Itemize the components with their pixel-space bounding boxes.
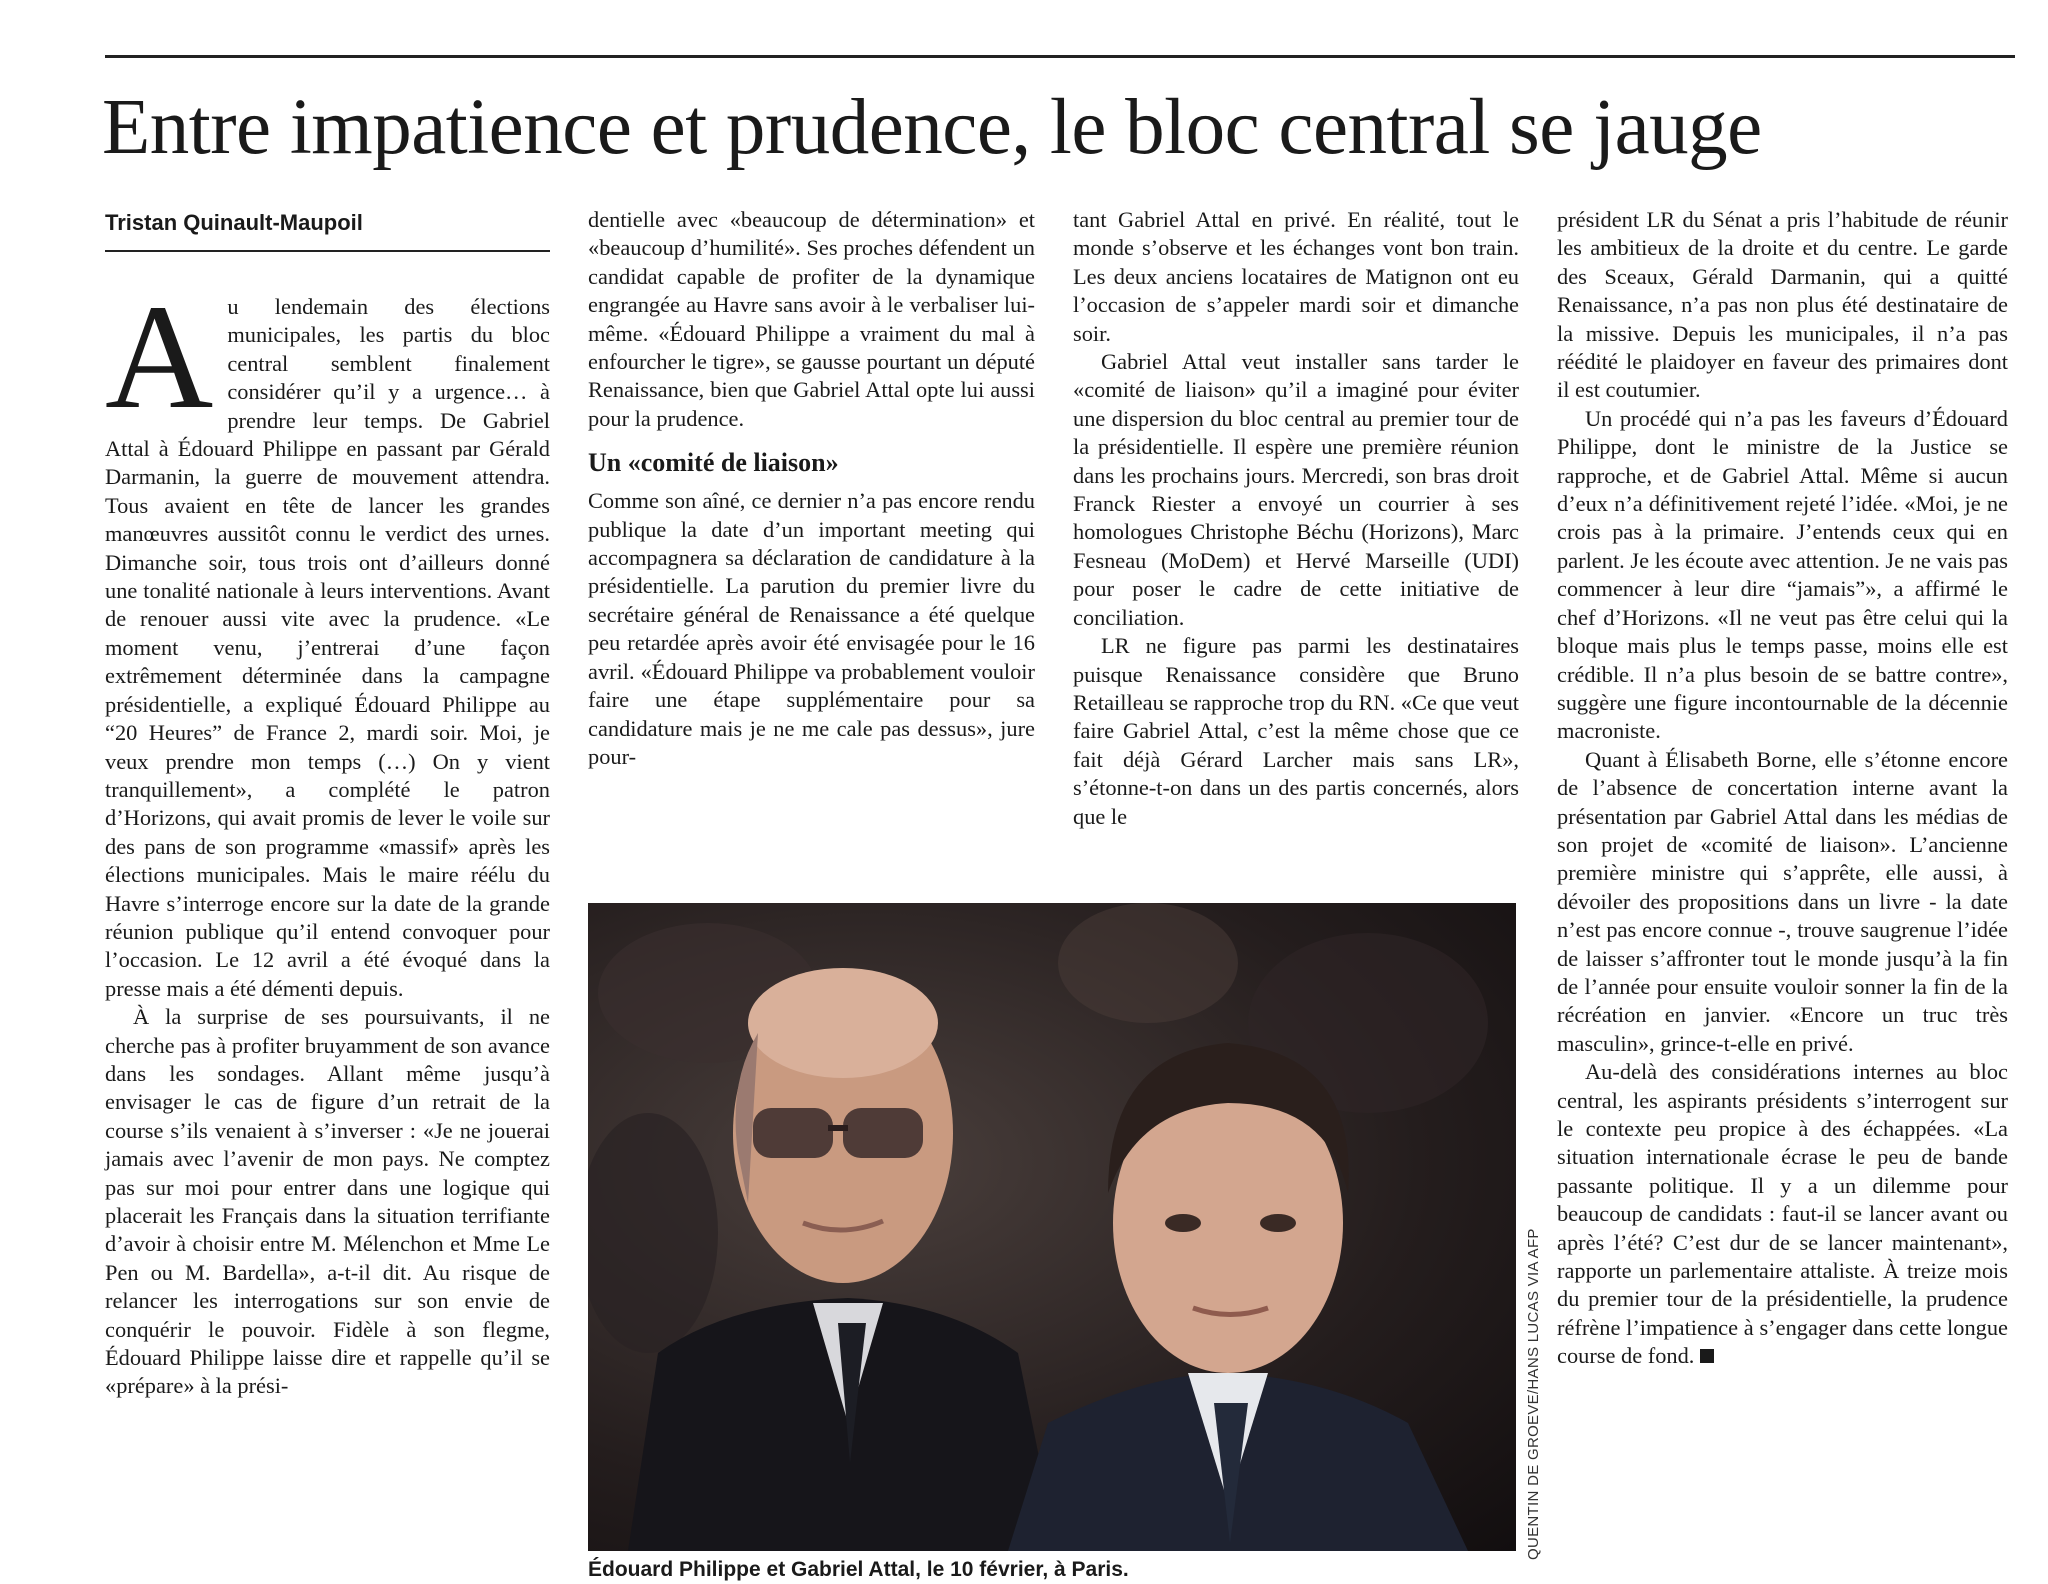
- paragraph: Comme son aîné, ce dernier n’a pas encore rendu publique la date d’un important meeting qui accompagnera sa déclaration de candidature à la présidentielle. La parution du premier livre du secrétaire général de Renaissance a été quelque peu retardée après avoir été envisagée pour le 16 avril. «Édouard Philippe va probablement vouloir faire une étape supplémentaire pour sa candidature mais je ne me cale pas dessus», jure pour-: [588, 488, 1035, 769]
- photo-illustration: [588, 903, 1516, 1551]
- paragraph-text: u lendemain des élections municipales, les partis du bloc central semblent finalement considérer qu’il y a urgence… à prendre leur temps. De Gabriel Attal à Édouard Philippe en passant par Gérald Darmanin, la guerre de mouvement attendra. Tous avaient en tête de lancer les grandes manœuvres aussitôt connu le verdict des urnes. Dimanche soir, tous trois ont d’ailleurs donné une tonalité nationale à leurs interventions. Avant de renouer aussi vite avec la prudence. «Le moment venu, j’entrerai d’une façon extrêmement déterminée dans la campagne présidentielle, a expliqué Édouard Philippe au “20 Heures” de France 2, mardi soir. Moi, je veux prendre mon temps (…) On y vient tranquillement», a complété le patron d’Horizons, qui avait promis de lever le voile sur des pans de son programme «massif» après les élections municipales. Mais le maire réélu du Havre s’interroge encore sur la date de la grande réunion publique qu’il entend convoquer pour l’occasion. Le 12 avril a été évoqué dans la presse mais a été démenti depuis.: [105, 294, 550, 1001]
- paragraph: Quant à Élisabeth Borne, elle s’étonne encore de l’absence de concertation interne avant la présentation par Gabriel Attal dans les médias de son projet de «comité de liaison». L’ancienne première ministre qui s’apprête, elle aussi, à dévoiler des propositions dans un livre - la date n’est pas encore connue -, trouve saugrenue l’idée de laisser s’affronter tout le monde jusqu’à la fin de l’année pour ensuite vouloir sonner la fin de la récréation en janvier. «Encore un truc très masculin», grince-t-elle en privé.: [1557, 746, 2008, 1056]
- article-column-2: [588, 206, 1035, 771]
- paragraph: [105, 274, 550, 1003]
- paragraph: [1557, 1058, 2008, 1370]
- article-column-3: [1073, 206, 1519, 831]
- photo-credit-text: QUENTIN DE GROEVE/HANS LUCAS VIA AFP: [1525, 1228, 1542, 1560]
- byline: Tristan Quinault-Maupoil: [105, 208, 550, 252]
- paragraph: Un procédé qui n’a pas les faveurs d’Édouard Philippe, dont le ministre de la Justice se rapproche, et de Gabriel Attal. Même si aucun d’eux n’a définitivement rejeté l’idée. «Moi, je ne crois pas à la primaire. J’entends ceux qui en parlent. Je les écoute avec attention. Je ne vais pas commencer à leur dire “jamais”», a affirmé le chef d’Horizons. «Il ne veut pas être celui qui la bloque mais plus le temps passe, moins elle est crédible. Il n’a plus besoin de se battre contre», suggère une figure incontournable de la décennie macroniste.: [1557, 405, 2008, 744]
- top-rule: [105, 55, 2015, 58]
- paragraph-text: Au-delà des considérations internes au bloc central, les aspirants présidents s’interrogent sur le contexte peu propice à des échappées. «La situation internationale écrase le peu de bande passante politique. Il y a un dilemme pour beaucoup de candidats : faut-il se lancer avant ou après l’été? C’est dur de se lancer maintenant», rapporte un parlementaire attaliste. À treize mois du premier tour de la présidentielle, la prudence réfrène l’impatience à s’engager dans cette longue course de fond.: [1557, 1059, 2008, 1369]
- paragraph: président LR du Sénat a pris l’habitude de réunir les ambitieux de la droite et du centre. Le garde des Sceaux, Gérald Darmanin, qui a quitté Renaissance, n’a pas non plus été destinataire de la missive. Depuis les municipales, il n’a pas réédité le plaidoyer en faveur des primaires dont il est coutumier.: [1557, 207, 2008, 403]
- paragraph: Gabriel Attal veut installer sans tarder le «comité de liaison» qu’il a imaginé pour éviter une dispersion du bloc central au premier tour de la présidentielle. Il espère une première réunion dans les prochains jours. Mercredi, son bras droit Franck Riester a envoyé un courrier à ses homologues Christophe Béchu (Horizons), Marc Fesneau (MoDem) et Hervé Marseille (UDI) pour poser le cadre de cette initiative de conciliation.: [1073, 349, 1519, 630]
- headline: Entre impatience et prudence, le bloc central se jauge: [102, 84, 1762, 171]
- paragraph: tant Gabriel Attal en privé. En réalité, tout le monde s’observe et les échanges vont bon train. Les deux anciens locataires de Matignon ont eu l’occasion de s’appeler mardi soir et dimanche soir.: [1073, 207, 1519, 346]
- paragraph: dentielle avec «beaucoup de détermination» et «beaucoup d’humilité». Ses proches défendent un candidat capable de profiter de la dynamique engrangée au Havre sans avoir à le verbaliser lui-même. «Édouard Philippe a vraiment du mal à enfourcher le tigre», se gausse pourtant un député Renaissance, bien que Gabriel Attal opte lui aussi pour la prudence.: [588, 207, 1035, 431]
- article-photo: [588, 903, 1516, 1551]
- paragraph: LR ne figure pas parmi les destinataires puisque Renaissance considère que Bruno Retailleau se rapproche trop du RN. «Ce que veut faire Gabriel Attal, c’est la même chose que ce fait déjà Gérard Larcher mais sans LR», s’étonne-t-on dans un des partis concernés, alors que le: [1073, 633, 1519, 829]
- paragraph: À la surprise de ses poursuivants, il ne cherche pas à profiter bruyamment de son avance dans les sondages. Allant même jusqu’à envisager le cas de figure d’un retrait de la course s’ils venaient à s’inverser : «Je ne jouerai jamais avec l’avenir de mon pays. Ne comptez pas sur moi pour entrer dans une logique qui placerait les Français dans la situation terrifiante d’avoir à choisir entre M. Mélenchon et Mme Le Pen ou M. Bardella», a-t-il dit. Au risque de relancer les interrogations sur son envie de conquérir le pouvoir. Fidèle à son flegme, Édouard Philippe laisse dire et rappelle qu’il se «prépare» à la prési-: [105, 1004, 550, 1399]
- article-column-1: [105, 274, 550, 1583]
- article-column-4: [1557, 206, 2008, 1371]
- drop-cap: A: [105, 274, 214, 440]
- end-mark: [1700, 1349, 1714, 1363]
- subheading: Un «comité de liaison»: [588, 448, 839, 478]
- photo-caption: Édouard Philippe et Gabriel Attal, le 10 février, à Paris.: [588, 1558, 1129, 1581]
